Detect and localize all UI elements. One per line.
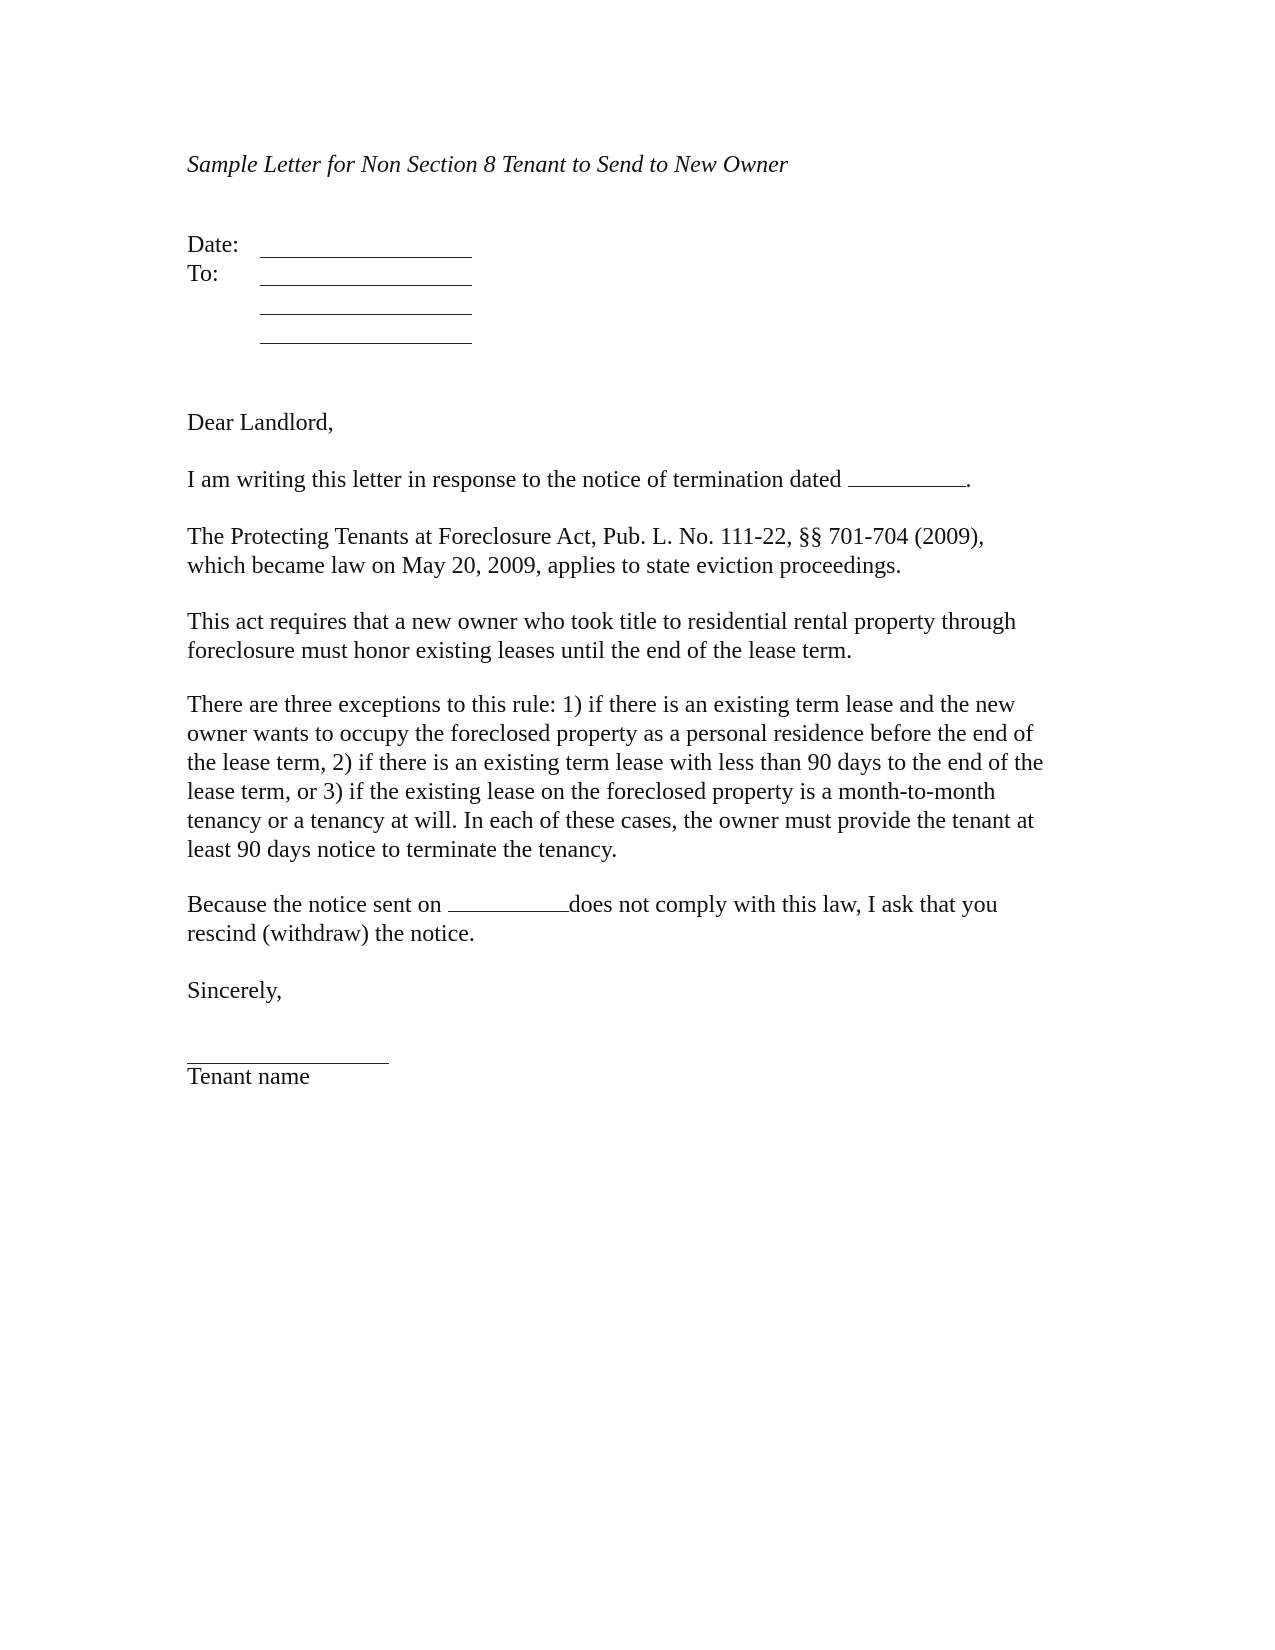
paragraph-line: least 90 days notice to terminate the tenancy. — [187, 837, 618, 863]
paragraph-termination-notice — [187, 466, 1097, 495]
paragraph-act-reference — [187, 523, 1097, 581]
paragraph-act-requirement — [187, 608, 1097, 666]
paragraph-line: The Protecting Tenants at Foreclosure Act, Pub. L. No. 111-22, §§ 701-704 (2009), — [187, 524, 985, 550]
paragraph-5-text: Because the notice sent on — [187, 892, 448, 918]
paragraph-line: lease term, or 3) if the existing lease on the foreclosed property is a month-to-month — [187, 779, 996, 805]
to-label: To: — [187, 261, 219, 287]
date-blank-line — [260, 257, 472, 258]
paragraph-line: rescind (withdraw) the notice. — [187, 921, 475, 947]
signature-label: Tenant name — [187, 1064, 310, 1090]
to-blank-line-2 — [260, 314, 472, 315]
date-label: Date: — [187, 232, 239, 258]
paragraph-rescind-request — [187, 891, 1097, 949]
paragraph-line: owner wants to occupy the foreclosed property as a personal residence before the end of — [187, 721, 1034, 747]
paragraph-line: foreclosure must honor existing leases until the end of the lease term. — [187, 638, 853, 664]
paragraph-line: This act requires that a new owner who took title to residential rental property through — [187, 609, 1017, 635]
paragraph-line — [187, 891, 1097, 920]
notice-date-blank — [448, 892, 569, 912]
paragraph-line: There are three exceptions to this rule: 1) if there is an existing term lease and the new — [187, 692, 1016, 718]
to-blank-line-3 — [260, 343, 472, 344]
paragraph-line: which became law on May 20, 2009, applies to state eviction proceedings. — [187, 553, 902, 579]
letter-title: Sample Letter for Non Section 8 Tenant to Send to New Owner — [187, 152, 789, 178]
to-blank-line-1 — [260, 285, 472, 286]
paragraph-5-text-continued: does not comply with this law, I ask that you — [568, 892, 998, 918]
paragraph-1-text: I am writing this letter in response to the notice of termination dated — [187, 467, 848, 493]
closing: Sincerely, — [187, 978, 283, 1004]
paragraph-line: the lease term, 2) if there is an existing term lease with less than 90 days to the end of the — [187, 750, 1044, 776]
paragraph-line: tenancy or a tenancy at will. In each of these cases, the owner must provide the tenant at — [187, 808, 1035, 834]
termination-date-blank — [848, 467, 966, 487]
paragraph-1-period: . — [965, 467, 972, 493]
paragraph-exceptions — [187, 691, 1097, 865]
salutation: Dear Landlord, — [187, 410, 334, 436]
